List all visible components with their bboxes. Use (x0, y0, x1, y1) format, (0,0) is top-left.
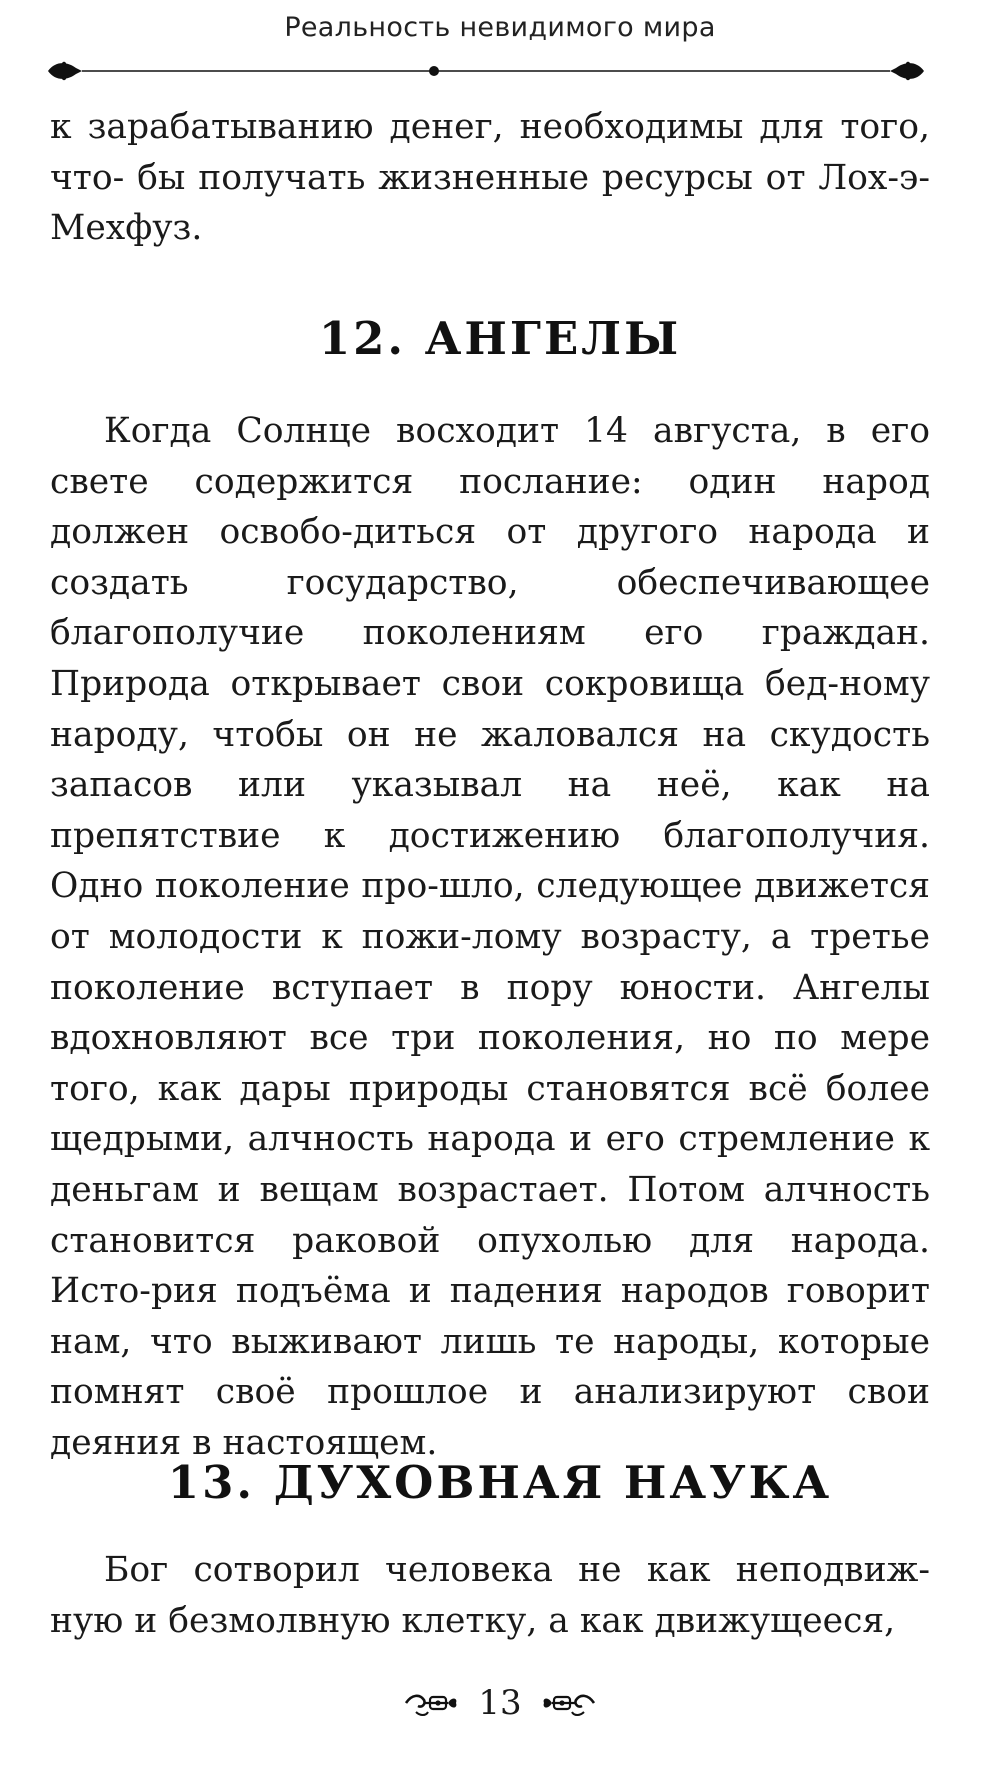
section-heading-12: 12. АНГЕЛЫ (318, 312, 682, 365)
running-title: Реальность невидимого мира (284, 12, 716, 43)
text-line: запасов или указывал на неё, как на препятствие (50, 765, 930, 856)
text-line: лому возрасту, а третье поколение вступает в пору (50, 916, 930, 1008)
text-line: ному народу, чтобы он не жаловался на скудость (50, 663, 930, 755)
text-line: диться от другого народа и создать государство, (50, 512, 930, 603)
text-line: Когда Солнце восходит 14 августа, в его свете (50, 411, 930, 502)
section-13-paragraph (50, 1545, 930, 1646)
page-number: 13 (478, 1683, 522, 1723)
text-line: к зарабатыванию денег, необходимы для того, что- (50, 107, 930, 198)
text-line: рия подъёма и падения народов говорит нам, что (50, 1271, 930, 1362)
text-line: граждан. Природа открывает свои сокровища бед- (50, 613, 930, 704)
header-ornamental-rule (46, 56, 926, 86)
text-line: содержится послание: один народ должен освобо- (50, 461, 930, 553)
section-12-paragraph (50, 406, 930, 1468)
text-line: но по мере того, как дары природы становятся всё (50, 1018, 931, 1109)
page-folio (0, 1683, 1000, 1723)
text-line: становится раковой опухолью для народа. Исто- (50, 1220, 930, 1312)
text-line: юности. Ангелы вдохновляют все три поколения, (50, 967, 930, 1059)
text-line: Бог сотворил человека не как неподвиж- (104, 1550, 930, 1590)
text-line: бы получать жизненные ресурсы от Лох-э-Мехфуз. (50, 157, 930, 249)
section-heading-13: 13. ДУХОВНАЯ НАУКА (167, 1456, 833, 1509)
text-line: к достижению благополучия. Одно поколение про- (50, 815, 930, 907)
text-line: выживают лишь те народы, которые помнят своё (50, 1321, 930, 1413)
folio-left-ornament-icon (402, 1686, 460, 1720)
text-line: ную и безмолвную клетку, а как движущееся, (50, 1600, 896, 1641)
folio-right-ornament-icon (540, 1686, 598, 1720)
text-line: обеспечивающее благополучие поколениям его (50, 562, 930, 654)
text-line: шло, следующее движется от молодости к пожи- (50, 866, 930, 957)
text-line: более щедрыми, алчность народа и его стремление (50, 1068, 930, 1160)
text-line: прошлое и анализируют свои деяния в настоящем. (50, 1372, 931, 1463)
text-line: к деньгам и вещам возрастает. Потом алчность (50, 1119, 930, 1210)
continued-paragraph (50, 102, 930, 254)
